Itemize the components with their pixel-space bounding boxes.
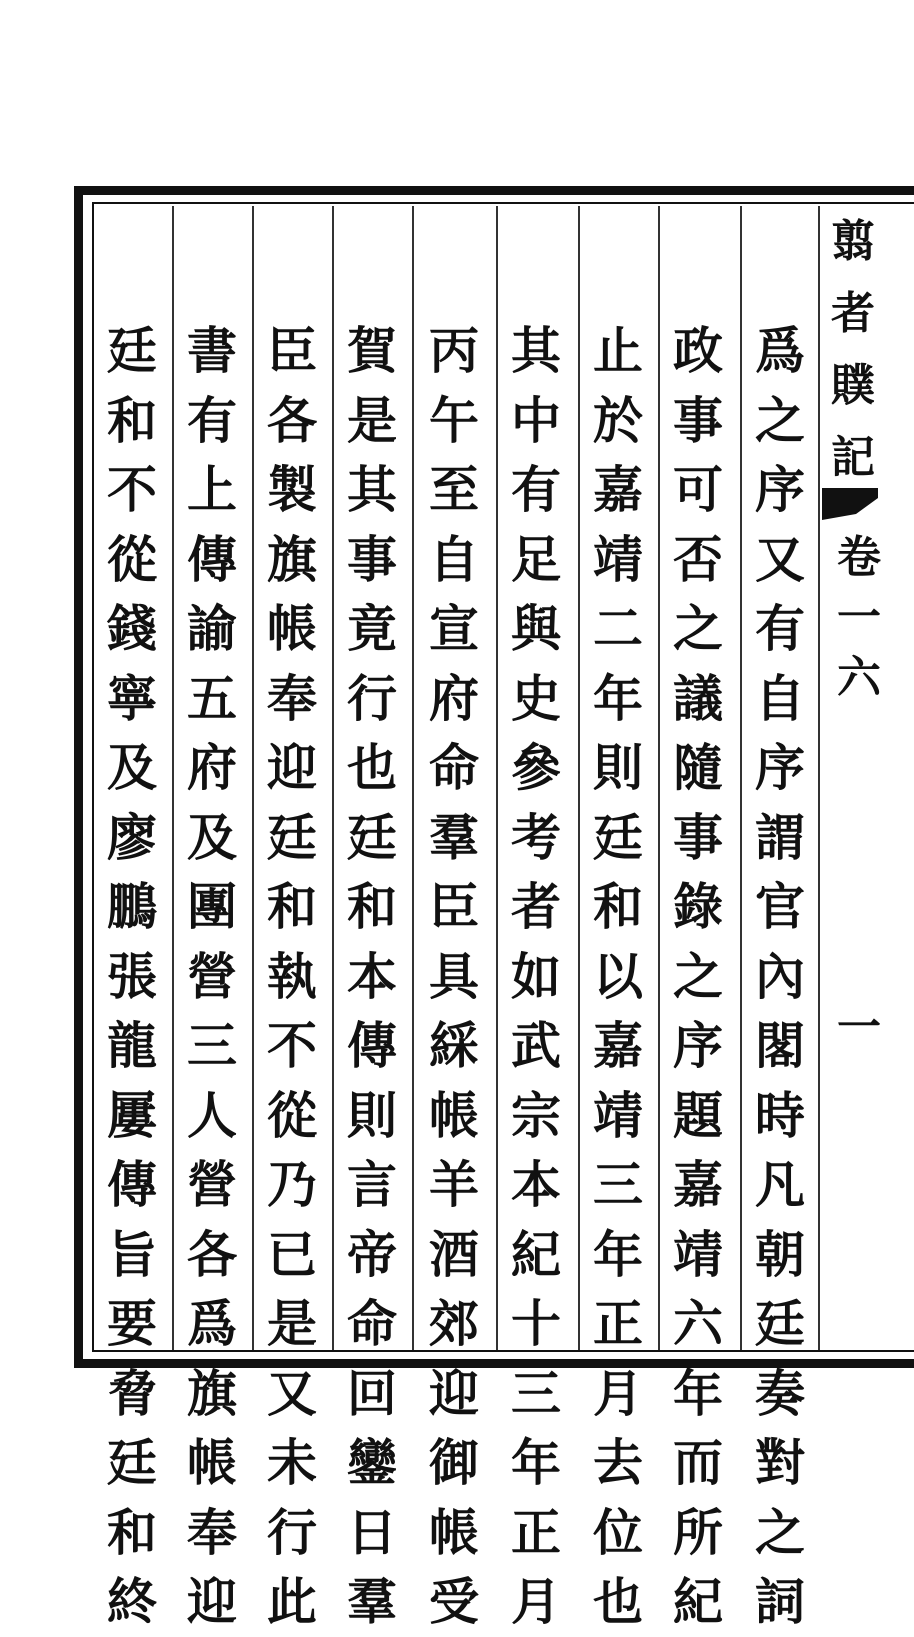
text-column-2 — [666, 316, 730, 1637]
text-char: 奉 — [187, 1502, 237, 1562]
text-char: 綵 — [429, 1016, 479, 1075]
text-char: 書 — [187, 321, 237, 380]
text-char: 紀 — [673, 1572, 723, 1631]
column-rule — [172, 206, 174, 1350]
text-char: 錄 — [673, 877, 723, 936]
text-char: 序 — [755, 738, 805, 797]
text-char: 時 — [755, 1085, 805, 1145]
text-char: 奉 — [267, 668, 317, 728]
text-char: 三 — [511, 1363, 561, 1423]
text-char: 凡 — [755, 1155, 805, 1214]
text-char: 宗 — [511, 1085, 561, 1145]
text-char: 爲 — [755, 321, 805, 380]
text-column-9 — [100, 316, 164, 1637]
text-char: 與 — [511, 599, 561, 658]
margin-page-number: 一 — [837, 1002, 881, 1053]
text-column-4 — [504, 316, 568, 1637]
text-char: 之 — [755, 390, 805, 450]
text-char: 終 — [107, 1572, 157, 1631]
text-char: 及 — [187, 807, 237, 867]
text-char: 日 — [347, 1502, 397, 1562]
text-char: 帳 — [187, 1433, 237, 1492]
text-char: 屢 — [107, 1085, 157, 1145]
text-char: 朝 — [755, 1224, 805, 1284]
text-char: 事 — [673, 390, 723, 450]
title-char: 者 — [831, 288, 875, 339]
text-column-3 — [586, 316, 650, 1637]
text-char: 又 — [267, 1363, 317, 1423]
juan-char: 六 — [837, 652, 881, 703]
text-char: 竟 — [347, 599, 397, 658]
text-char: 帳 — [429, 1085, 479, 1145]
text-char: 行 — [347, 668, 397, 728]
column-rule — [578, 206, 580, 1350]
text-char: 臣 — [429, 877, 479, 936]
text-char: 帝 — [347, 1224, 397, 1284]
text-char: 傳 — [347, 1016, 397, 1075]
text-char: 羣 — [347, 1572, 397, 1631]
text-char: 自 — [755, 668, 805, 728]
text-char: 序 — [673, 1016, 723, 1075]
text-char: 迎 — [267, 738, 317, 797]
text-char: 正 — [511, 1502, 561, 1562]
text-char: 可 — [673, 460, 723, 519]
text-char: 月 — [511, 1572, 561, 1631]
text-column-5 — [422, 316, 486, 1637]
text-char: 從 — [107, 529, 157, 589]
text-char: 廖 — [107, 807, 157, 867]
text-char: 府 — [187, 738, 237, 797]
text-char: 廷 — [107, 321, 157, 380]
juan-char: 卷 — [837, 532, 881, 583]
text-char: 鵬 — [107, 877, 157, 936]
text-char: 御 — [429, 1433, 479, 1492]
text-char: 有 — [511, 460, 561, 519]
text-char: 製 — [267, 460, 317, 519]
text-char: 錢 — [107, 599, 157, 658]
text-char: 官 — [755, 877, 805, 936]
text-column-1 — [748, 316, 812, 1637]
text-char: 之 — [673, 946, 723, 1006]
text-char: 和 — [107, 390, 157, 450]
text-char: 足 — [511, 529, 561, 589]
text-char: 閣 — [755, 1016, 805, 1075]
text-char: 執 — [267, 946, 317, 1006]
text-char: 如 — [511, 946, 561, 1006]
text-char: 政 — [673, 321, 723, 380]
text-char: 脅 — [107, 1363, 157, 1423]
text-char: 對 — [755, 1433, 805, 1492]
text-char: 營 — [187, 946, 237, 1006]
text-char: 廷 — [267, 807, 317, 867]
text-char: 龍 — [107, 1016, 157, 1075]
text-char: 題 — [673, 1085, 723, 1145]
margin-book-title — [828, 206, 878, 494]
text-char: 序 — [755, 460, 805, 519]
text-char: 宣 — [429, 599, 479, 658]
text-char: 上 — [187, 460, 237, 519]
text-char: 迎 — [429, 1363, 479, 1423]
text-char: 位 — [593, 1502, 643, 1562]
text-char: 乃 — [267, 1155, 317, 1214]
text-char: 府 — [429, 668, 479, 728]
text-char: 於 — [593, 390, 643, 450]
text-char: 其 — [511, 321, 561, 380]
text-char: 迎 — [187, 1572, 237, 1631]
column-rule — [740, 206, 742, 1350]
text-char: 臣 — [267, 321, 317, 380]
text-char: 議 — [673, 668, 723, 728]
text-char: 者 — [511, 877, 561, 936]
text-char: 廷 — [347, 807, 397, 867]
text-char: 則 — [347, 1085, 397, 1145]
text-char: 嘉 — [673, 1155, 723, 1214]
text-char: 去 — [593, 1433, 643, 1492]
text-char: 和 — [347, 877, 397, 936]
text-char: 和 — [107, 1502, 157, 1562]
text-char: 靖 — [593, 529, 643, 589]
text-char: 傳 — [107, 1155, 157, 1214]
text-char: 羊 — [429, 1155, 479, 1214]
margin-juan-label — [834, 528, 884, 708]
text-column-6 — [340, 316, 404, 1637]
text-char: 不 — [107, 460, 157, 519]
text-char: 命 — [429, 738, 479, 797]
column-rule — [818, 206, 820, 1350]
text-char: 各 — [187, 1224, 237, 1284]
text-char: 賀 — [347, 321, 397, 380]
text-char: 奏 — [755, 1363, 805, 1423]
text-char: 和 — [593, 877, 643, 936]
text-char: 也 — [347, 738, 397, 797]
text-char: 六 — [673, 1294, 723, 1353]
text-char: 未 — [267, 1433, 317, 1492]
text-char: 史 — [511, 668, 561, 728]
text-char: 廷 — [755, 1294, 805, 1353]
text-char: 隨 — [673, 738, 723, 797]
text-char: 謂 — [755, 807, 805, 867]
text-char: 靖 — [673, 1224, 723, 1284]
text-column-8 — [180, 316, 244, 1637]
text-char: 命 — [347, 1294, 397, 1353]
text-char: 行 — [267, 1502, 317, 1562]
text-char: 年 — [511, 1433, 561, 1492]
text-char: 其 — [347, 460, 397, 519]
text-char: 則 — [593, 738, 643, 797]
text-char: 有 — [187, 390, 237, 450]
text-char: 要 — [107, 1294, 157, 1353]
text-char: 考 — [511, 807, 561, 867]
text-char: 是 — [347, 390, 397, 450]
text-char: 自 — [429, 529, 479, 589]
text-char: 和 — [267, 877, 317, 936]
text-char: 也 — [593, 1572, 643, 1631]
text-char: 已 — [267, 1224, 317, 1284]
text-char: 以 — [593, 946, 643, 1006]
text-column-7 — [260, 316, 324, 1637]
text-char: 是 — [267, 1294, 317, 1353]
text-char: 所 — [673, 1502, 723, 1562]
text-char: 丙 — [429, 321, 479, 380]
text-char: 回 — [347, 1363, 397, 1423]
text-char: 本 — [347, 946, 397, 1006]
text-char: 張 — [107, 946, 157, 1006]
text-char: 傳 — [187, 529, 237, 589]
title-char: 翦 — [831, 216, 875, 267]
text-char: 事 — [347, 529, 397, 589]
column-rule — [496, 206, 498, 1350]
text-char: 內 — [755, 946, 805, 1006]
text-char: 止 — [593, 321, 643, 380]
text-char: 事 — [673, 807, 723, 867]
text-char: 之 — [755, 1502, 805, 1562]
text-char: 嘉 — [593, 1016, 643, 1075]
column-rule — [658, 206, 660, 1350]
text-char: 三 — [593, 1155, 643, 1214]
text-char: 團 — [187, 877, 237, 936]
column-rule — [332, 206, 334, 1350]
text-char: 寧 — [107, 668, 157, 728]
text-char: 二 — [593, 599, 643, 658]
title-char: 贌 — [831, 360, 875, 411]
title-char: 記 — [831, 432, 875, 483]
column-rule — [412, 206, 414, 1350]
text-char: 有 — [755, 599, 805, 658]
text-char: 營 — [187, 1155, 237, 1214]
text-char: 及 — [107, 738, 157, 797]
text-char: 否 — [673, 529, 723, 589]
text-char: 各 — [267, 390, 317, 450]
text-char: 五 — [187, 668, 237, 728]
text-char: 人 — [187, 1085, 237, 1145]
text-char: 嘉 — [593, 460, 643, 519]
text-char: 言 — [347, 1155, 397, 1214]
text-char: 此 — [267, 1572, 317, 1631]
text-char: 紀 — [511, 1224, 561, 1284]
text-char: 本 — [511, 1155, 561, 1214]
text-char: 旗 — [187, 1363, 237, 1423]
text-char: 鑾 — [347, 1433, 397, 1492]
text-char: 年 — [593, 1224, 643, 1284]
text-char: 中 — [511, 390, 561, 450]
text-char: 午 — [429, 390, 479, 450]
text-char: 帳 — [429, 1502, 479, 1562]
text-char: 廷 — [593, 807, 643, 867]
text-char: 至 — [429, 460, 479, 519]
text-char: 武 — [511, 1016, 561, 1075]
text-char: 參 — [511, 738, 561, 797]
text-char: 而 — [673, 1433, 723, 1492]
text-char: 具 — [429, 946, 479, 1006]
text-char: 旗 — [267, 529, 317, 589]
text-char: 月 — [593, 1363, 643, 1423]
text-char: 旨 — [107, 1224, 157, 1284]
text-char: 三 — [187, 1016, 237, 1075]
text-char: 廷 — [107, 1433, 157, 1492]
text-char: 諭 — [187, 599, 237, 658]
text-char: 不 — [267, 1016, 317, 1075]
text-char: 帳 — [267, 599, 317, 658]
text-char: 正 — [593, 1294, 643, 1353]
juan-char: 一 — [837, 592, 881, 643]
text-char: 又 — [755, 529, 805, 589]
text-char: 郊 — [429, 1294, 479, 1353]
column-rule — [252, 206, 254, 1350]
text-char: 從 — [267, 1085, 317, 1145]
text-char: 受 — [429, 1572, 479, 1631]
fishtail-mark — [822, 486, 878, 522]
text-char: 詞 — [755, 1572, 805, 1631]
text-char: 之 — [673, 599, 723, 658]
text-char: 靖 — [593, 1085, 643, 1145]
text-char: 酒 — [429, 1224, 479, 1284]
text-char: 十 — [511, 1294, 561, 1353]
text-char: 爲 — [187, 1294, 237, 1353]
text-char: 年 — [593, 668, 643, 728]
text-char: 年 — [673, 1363, 723, 1423]
text-char: 羣 — [429, 807, 479, 867]
